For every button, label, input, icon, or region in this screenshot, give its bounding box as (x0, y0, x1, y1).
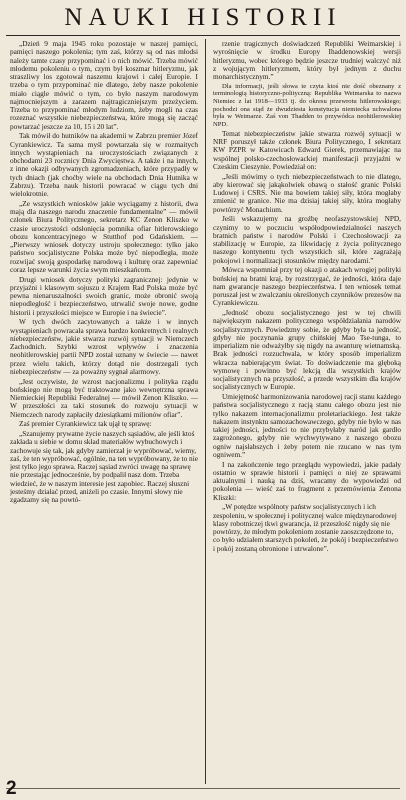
column-divider (205, 39, 206, 784)
left-paragraph-7: Zaś premier Cyrankiewicz tak ujął tę sprawę: (19, 419, 152, 429)
right-paragraph-5: Jeśli wskazujemy na groźbę neofaszystowskiej NPD, czynimy to w poczuciu współodpowiedzialności naszych bratnich państw i narodów Polski i Czechosłowacji za stabilizację w Europie, za likwidację z życia politycznego naszego kontynentu tych wszystkich sił, które zagrażają pokojowi i normalizacji stosunków między narodami.” (213, 214, 401, 265)
title-rule (6, 35, 400, 36)
right-paragraph-8: Umiejętność harmonizowania narodowej racji stanu każdego państwa socjalistycznego z racją stanu całego obozu jest nie tylko nakazem internacjonalizmu proletariackiego. Jest także nakazem instynktu samozachowawczego, gdyby nie było w nas takiej jedności, jedności to nie przybyłaby naród jak gardło zagrożonego, gdyby nie wychwytywano z naszego obozu ogniw najsłabszych i żeby potem nie rzucano w nas tym ogniwem.” (213, 392, 401, 459)
right-paragraph-7: „Jedność obozu socjalistycznego jest w tej chwili największym nakazem politycznego współdziałania narodów socjalistycznych. Powiedzmy sobie, że gdyby była ta jedność, gdyby nie poczynania grupy chińskiej Mao Tse-tunga, to imperializm nie odważyłby się nigdy na awanturę wietnamską. Brak jedności rozzuchwala, w który sposób imperializm wkracza nabierającym świat. To doświadczenie ma głęboką wymowę i powinno być lekcją dla wszystkich krajów socjalistycznych na przyszłość, a przede wszystkim dla krajów socjalistycznych w Europie. (213, 308, 401, 392)
bottom-rule (6, 788, 400, 789)
left-paragraph-4: Drugi wniosek dotyczy polityki zagranicznej: jedynie w przyjaźni i klasowym sojuszu z Krajem Rad Polska może być pewna nienaruszalności swoich granic, może obronić swoją niepodległość i bezpieczeństwo, utrwalić swoje nowe, godne historii i przyszłości miejsce w Europie i na świecie”. (10, 274, 198, 317)
left-paragraph-2: Tak mówił do hutników na akademii w Zabrzu premier Józef Cyrankiewicz. Ta sama myśl powtarzała się w rozmaitych innych wystąpieniach na uroczystościach związanych z obchodami 23 rocznicy Dnia Zwycięstwa. A także i na innych, z inne okazji odbywanych zgromadzeniach, które przypadły w tych dniach (jak choćby wiele na obchodach Dnia Hutnika w Zabrzu). Trzeba nauk historii powracać w ciągu tych dni wielokrotnie. (10, 131, 198, 198)
right-column (213, 40, 401, 784)
left-paragraph-5: W tych dwóch zacytowanych a także i w innych wystąpieniach powracała sprawa bardzo konkretnych i realnych niebezpieczeństw, jakie stwarza rozwój sytuacji w Niemczech Zachodnich. Szybki wzrost wpływów i znaczenia neohitlerowskiej partii NPD został uznany w świecie — nawet przez wielu takich, którzy dotąd nie dostrzegali tych niebezpieczeństw — za poważny sygnał alarmowy. (10, 317, 198, 376)
right-paragraph-4: „Jeśli mówimy o tych niebezpieczeństwach to nie dlatego, aby kierować się jakąkolwiek obawą o stałość granic Polski Ludowej i CSRS. Nie ma bowiem takiej siły, która mogłaby zmienić te granice. Nie ma dzisiaj takiej siły, która mogłaby powtórzyć Monachium. (213, 171, 401, 214)
right-paragraph-9: I na zakończenie tego przeglądu wypowiedzi, jakie padały ostatnio w sprawie historii i pamięci o niej ze sprawami aktualnymi i nauką na dziś, wracamy do wypowiedzi od pokolenia — wieść zaś to fragment z przemówienia Zenona Kliszki: (213, 459, 401, 502)
left-paragraph-3: „Ze wszystkich wniosków jakie wyciągamy z historii, dwa mają dla naszego narodu znaczenie fundamentalne” — mówił członek Biura Politycznego, sekretarz KC Zenon Kliszko w czasie uroczystości odsłonięcia pomnika ofiar hitlerowskiego obozu koncentracyjnego w Stutthof pod Gdańskiem. — „Pierwszy wniosek dotyczy ustroju społecznego: tylko jako państwo socjalistyczne Polska może być niepodległa, może rozwijać swoją gospodarkę narodową i kulturę oraz zapewniać coraz lepsze warunki życia swym mieszkańcom. (10, 198, 198, 274)
article-title: NAUKI HISTORII (64, 4, 342, 31)
right-paragraph-3: Temat niebezpieczeństw jakie stwarza rozwój sytuacji w NRF poruszył także członek Biura Politycznego, I sekretarz KW PZPR w Katowicach Edward Gierek, przemawiając na wspólnej polsko-czechosłowackiej manifestacji przyjaźni w Czeskim Cieszynie. Powiedział on: (213, 128, 401, 171)
left-paragraph-1: „Dzień 9 maja 1945 roku pozostaje w naszej pamięci, pamięci naszego pokolenia; tym zaś, którzy są od nas młodsi należy tamte czasy przypominać i o nich mówić. Trzeba mówić młodemu pokoleniu o tym, czym był koszmar hitleryzmu, jak straszliwy los zgotował naszemu krajowi i całej Europie. I trzeba o tym przypominać nie dlatego, żeby nasze pokolenie miało ciągle mówić o tym, co było naszym narodowym najmocniejszym a zarazem najtragiczniejszym przeżyciem. Trzeba to przypominać młodym ludziom, żeby mogli na czas rozeznać wszystkie niebezpieczeństwa, które mogą się zacząć powtarzać jeszcze za 10, 15 i 20 lat”. (10, 40, 198, 131)
right-paragraph-6: Mówca wspomniał przy tej okazji o atakach wrogiej polityki bońskiej na bratni kraj, by rozstrzygać, że jedności, która daje nam gwarancje naszego bezpieczeństwa. I ten wniosek temat poruszał jest w zwalczaniu określonych czynników prezesów na Cyrankiewiczu. (213, 265, 401, 308)
right-paragraph-1: rzenie tragicznych doświadczeń Republiki Weimarskiej i wyrośnięcie w środku Europy Ihaddenowskiej wersji hitleryzmu, wobec którego będzie jeszcze trudniej walczyć niż z wojującym hitleryzmem, który był jednym z duchu monarchistycznym.” (213, 40, 401, 81)
page-number: 2 (6, 778, 17, 799)
left-paragraph-8: „Szanujemy prywatne życie naszych sąsiadów, ale jeśli ktoś zakłada u siebie w domu skład materiałów wybuchowych i zachowuje się tak, jak gdyby zamierzał je wypróbować, wiemy, zaś, że ten wypróbować, ogólnie, na ten wypróbowany, że to nie jest tylko jego sprawa. Raczej sąsiad zwróci uwagę na sprawę nie przestając jednocześnie, by podpalił nasz dom. Trzeba wiedzieć, że w naszym interesie jest zapobiec. Raczej słuszni jesteśmy działać przed, aniżeli po czasie. Innymi słowy nie zgadzamy się na powtó- (10, 429, 198, 504)
left-paragraph-6: „Jest oczywiste, że wzrost nacjonalizmu i polityka rządu bońskiego nie mogą być traktowane jako wewnętrzna sprawa Niemieckiej Republiki Federalnej — mówił Zenon Kliszko. — W przeszłości za taki stosunek do rozwoju sytuacji w Niemczech narody zapłaciły dziesiątkami milionów ofiar”. (10, 376, 198, 419)
right-paragraph-10: „W potędze wspólnoty państw socjalistycznych i ich zespoleniu, w społecznej i politycznej walce międzynarodowej klasy robotniczej tkwi gwarancja, iż przeszłość nigdy się nie powtórzy, że młodym pokoleniom zostanie zaoszczędzone to, co było udziałem starszych pokoleń, że pokój i bezpieczeństwo i pokój zostaną obronione i utrwalone”. (213, 502, 398, 553)
right-paragraph-2: Dla informacji, jeśli słowa te czyta ktoś nie dość obeznany z terminologią historyczno-polityczną: Republika Weimarska to nazwa Niemiec z lat 1918—1933 tj. do okresu przewrotu hitlerowskiego; pochodzi ona stąd że dwudziesta konstytucja niemiecka uchwalona była w Weimarze. Zaś von Thadden to przywódca neohitlerowskiej NPD. (213, 82, 401, 128)
left-column (10, 40, 198, 784)
